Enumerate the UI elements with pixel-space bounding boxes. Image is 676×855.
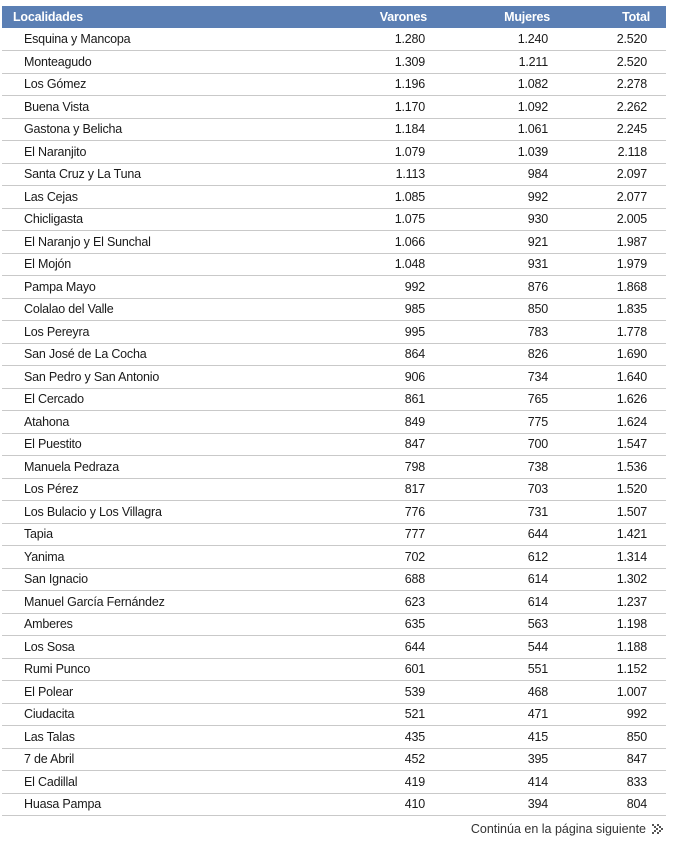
cell-total: 1.640 [616, 369, 647, 384]
cell-mujeres: 395 [527, 752, 548, 767]
cell-varones: 777 [404, 527, 425, 542]
cell-varones: 992 [404, 279, 425, 294]
cell-total: 2.005 [616, 212, 647, 227]
table-row [2, 411, 666, 434]
cell-mujeres: 1.211 [518, 54, 548, 69]
cell-total: 1.536 [616, 459, 647, 474]
cell-total: 1.237 [616, 594, 647, 609]
cell-localidad: Amberes [24, 617, 73, 632]
table-header-row [2, 6, 666, 28]
cell-total: 1.835 [616, 302, 647, 317]
table-row [2, 748, 666, 771]
table-row [2, 681, 666, 704]
cell-mujeres: 734 [527, 369, 548, 384]
cell-total: 2.262 [616, 99, 647, 114]
cell-varones: 1.075 [394, 212, 425, 227]
cell-total: 1.302 [616, 572, 647, 587]
table-row [2, 478, 666, 501]
cell-total: 2.520 [616, 32, 647, 46]
double-chevron-right-icon [652, 823, 664, 835]
cell-localidad: Pampa Mayo [24, 279, 96, 294]
cell-total: 833 [626, 774, 647, 789]
table-row [2, 501, 666, 524]
table-row [2, 276, 666, 299]
table-row [2, 208, 666, 231]
cell-localidad: 7 de Abril [24, 752, 75, 767]
cell-localidad: Los Pereyra [24, 324, 90, 339]
cell-varones: 1.170 [394, 99, 425, 114]
cell-varones: 1.085 [394, 189, 425, 204]
cell-localidad: Los Pérez [24, 482, 79, 497]
cell-localidad: El Cadillal [24, 774, 78, 789]
table-row [2, 703, 666, 726]
header-varones: Varones [379, 10, 427, 24]
cell-localidad: Buena Vista [24, 99, 89, 114]
cell-localidad: Rumi Punco [24, 662, 91, 677]
cell-total: 1.188 [616, 639, 647, 654]
cell-varones: 861 [404, 392, 425, 407]
table-row [2, 28, 666, 51]
cell-localidad: Colalao del Valle [24, 302, 114, 317]
cell-mujeres: 703 [527, 482, 548, 497]
cell-total: 1.314 [616, 549, 647, 564]
table-row [2, 433, 666, 456]
table-row [2, 141, 666, 164]
cell-varones: 521 [404, 707, 425, 722]
cell-varones: 1.079 [394, 144, 425, 159]
cell-localidad: Chicligasta [24, 212, 83, 227]
cell-mujeres: 921 [527, 234, 548, 249]
cell-total: 1.624 [616, 414, 647, 429]
cell-localidad: El Naranjo y El Sunchal [24, 234, 151, 249]
cell-varones: 644 [404, 639, 425, 654]
cell-mujeres: 614 [527, 572, 548, 587]
cell-mujeres: 826 [527, 347, 548, 362]
cell-varones: 435 [404, 729, 425, 744]
cell-mujeres: 612 [527, 549, 548, 564]
cell-varones: 623 [404, 594, 425, 609]
cell-mujeres: 850 [527, 302, 548, 317]
cell-mujeres: 551 [527, 662, 548, 677]
cell-total: 1.778 [616, 324, 647, 339]
cell-total: 2.118 [617, 144, 647, 159]
cell-varones: 452 [404, 752, 425, 767]
cell-total: 992 [626, 707, 647, 722]
cell-mujeres: 614 [527, 594, 548, 609]
cell-total: 2.520 [616, 54, 647, 69]
cell-localidad: Manuela Pedraza [24, 459, 119, 474]
cell-mujeres: 731 [527, 504, 548, 519]
cell-mujeres: 700 [527, 437, 548, 452]
header-mujeres: Mujeres [504, 10, 550, 24]
cell-localidad: San José de La Cocha [24, 347, 147, 362]
table-row [2, 298, 666, 321]
population-table [2, 6, 666, 816]
cell-mujeres: 931 [527, 257, 548, 272]
table-row [2, 253, 666, 276]
cell-mujeres: 775 [527, 414, 548, 429]
cell-localidad: Los Sosa [24, 639, 75, 654]
continue-text: Continúa en la página siguiente [470, 822, 646, 836]
table-row [2, 51, 666, 74]
table-row [2, 523, 666, 546]
cell-varones: 1.309 [394, 54, 425, 69]
cell-total: 1.547 [616, 437, 647, 452]
cell-varones: 1.048 [394, 257, 425, 272]
cell-mujeres: 415 [527, 729, 548, 744]
cell-varones: 1.280 [394, 32, 425, 46]
cell-mujeres: 414 [527, 774, 548, 789]
cell-mujeres: 468 [527, 684, 548, 699]
table-row [2, 231, 666, 254]
cell-varones: 1.196 [394, 77, 425, 92]
cell-mujeres: 930 [527, 212, 548, 227]
cell-localidad: Monteagudo [24, 54, 92, 69]
cell-mujeres: 984 [527, 167, 548, 182]
cell-localidad: El Mojón [24, 257, 72, 272]
cell-total: 2.097 [616, 167, 647, 182]
table-row [2, 321, 666, 344]
cell-total: 1.507 [616, 504, 647, 519]
cell-localidad: Los Bulacio y Los Villagra [24, 504, 162, 519]
cell-varones: 847 [404, 437, 425, 452]
table-row [2, 456, 666, 479]
table-row [2, 613, 666, 636]
cell-localidad: Tapia [24, 527, 53, 542]
table-row [2, 568, 666, 591]
cell-total: 1.421 [616, 527, 647, 542]
cell-localidad: Ciudacita [24, 707, 75, 722]
cell-total: 1.987 [616, 234, 647, 249]
table-row [2, 793, 666, 816]
cell-mujeres: 1.061 [517, 122, 548, 137]
cell-localidad: Esquina y Mancopa [24, 32, 131, 46]
header-total: Total [622, 10, 650, 24]
cell-localidad: Atahona [24, 414, 70, 429]
cell-varones: 1.066 [394, 234, 425, 249]
cell-total: 1.868 [616, 279, 647, 294]
cell-total: 1.520 [616, 482, 647, 497]
cell-localidad: Gastona y Belicha [24, 122, 123, 137]
cell-varones: 419 [404, 774, 425, 789]
cell-varones: 776 [404, 504, 425, 519]
table-header [2, 6, 666, 28]
table-row [2, 388, 666, 411]
cell-localidad: El Naranjito [24, 144, 87, 159]
cell-localidad: Huasa Pampa [24, 797, 102, 812]
cell-varones: 702 [404, 549, 425, 564]
cell-total: 1.152 [616, 662, 647, 677]
cell-total: 2.245 [616, 122, 647, 137]
cell-mujeres: 783 [527, 324, 548, 339]
cell-mujeres: 544 [527, 639, 548, 654]
cell-mujeres: 394 [527, 797, 548, 812]
cell-total: 1.626 [616, 392, 647, 407]
cell-localidad: Los Gómez [24, 77, 87, 92]
cell-total: 850 [626, 729, 647, 744]
cell-mujeres: 1.240 [517, 32, 548, 46]
cell-total: 1.979 [616, 257, 647, 272]
cell-varones: 1.184 [394, 122, 425, 137]
cell-mujeres: 738 [527, 459, 548, 474]
cell-total: 1.690 [616, 347, 647, 362]
cell-varones: 995 [404, 324, 425, 339]
table-row [2, 186, 666, 209]
cell-mujeres: 1.082 [517, 77, 548, 92]
table-row [2, 658, 666, 681]
cell-total: 1.198 [616, 617, 647, 632]
cell-mujeres: 471 [527, 707, 548, 722]
cell-total: 1.007 [616, 684, 647, 699]
cell-mujeres: 644 [527, 527, 548, 542]
cell-localidad: Yanima [24, 549, 65, 564]
cell-localidad: Las Cejas [24, 189, 78, 204]
cell-varones: 864 [404, 347, 425, 362]
cell-total: 2.278 [616, 77, 647, 92]
cell-varones: 798 [404, 459, 425, 474]
cell-varones: 985 [404, 302, 425, 317]
cell-mujeres: 1.039 [517, 144, 548, 159]
table-row [2, 118, 666, 141]
cell-mujeres: 992 [527, 189, 548, 204]
cell-total: 847 [626, 752, 647, 767]
table-row [2, 726, 666, 749]
table-row [2, 591, 666, 614]
population-table-container [2, 6, 666, 816]
cell-varones: 906 [404, 369, 425, 384]
table-row [2, 163, 666, 186]
cell-varones: 817 [404, 482, 425, 497]
cell-varones: 849 [404, 414, 425, 429]
table-row [2, 343, 666, 366]
table-row [2, 771, 666, 794]
table-body [2, 28, 666, 816]
cell-varones: 688 [404, 572, 425, 587]
header-localidades: Localidades [13, 10, 84, 24]
table-row [2, 73, 666, 96]
cell-localidad: Santa Cruz y La Tuna [24, 167, 141, 182]
table-row [2, 366, 666, 389]
cell-localidad: El Cercado [24, 392, 84, 407]
cell-varones: 635 [404, 617, 425, 632]
cell-varones: 539 [404, 684, 425, 699]
cell-localidad: El Puestito [24, 437, 82, 452]
cell-mujeres: 1.092 [517, 99, 548, 114]
cell-localidad: Manuel García Fernández [24, 594, 165, 609]
cell-mujeres: 563 [527, 617, 548, 632]
cell-varones: 410 [404, 797, 425, 812]
table-row [2, 636, 666, 659]
cell-localidad: Las Talas [24, 729, 75, 744]
table-row [2, 96, 666, 119]
cell-localidad: El Polear [24, 684, 73, 699]
cell-mujeres: 765 [527, 392, 548, 407]
cell-varones: 1.113 [395, 167, 425, 182]
cell-varones: 601 [404, 662, 425, 677]
cell-localidad: San Ignacio [24, 572, 88, 587]
cell-total: 804 [626, 797, 647, 812]
cell-mujeres: 876 [527, 279, 548, 294]
cell-localidad: San Pedro y San Antonio [24, 369, 160, 384]
cell-total: 2.077 [616, 189, 647, 204]
table-row [2, 546, 666, 569]
continue-note [471, 822, 664, 836]
